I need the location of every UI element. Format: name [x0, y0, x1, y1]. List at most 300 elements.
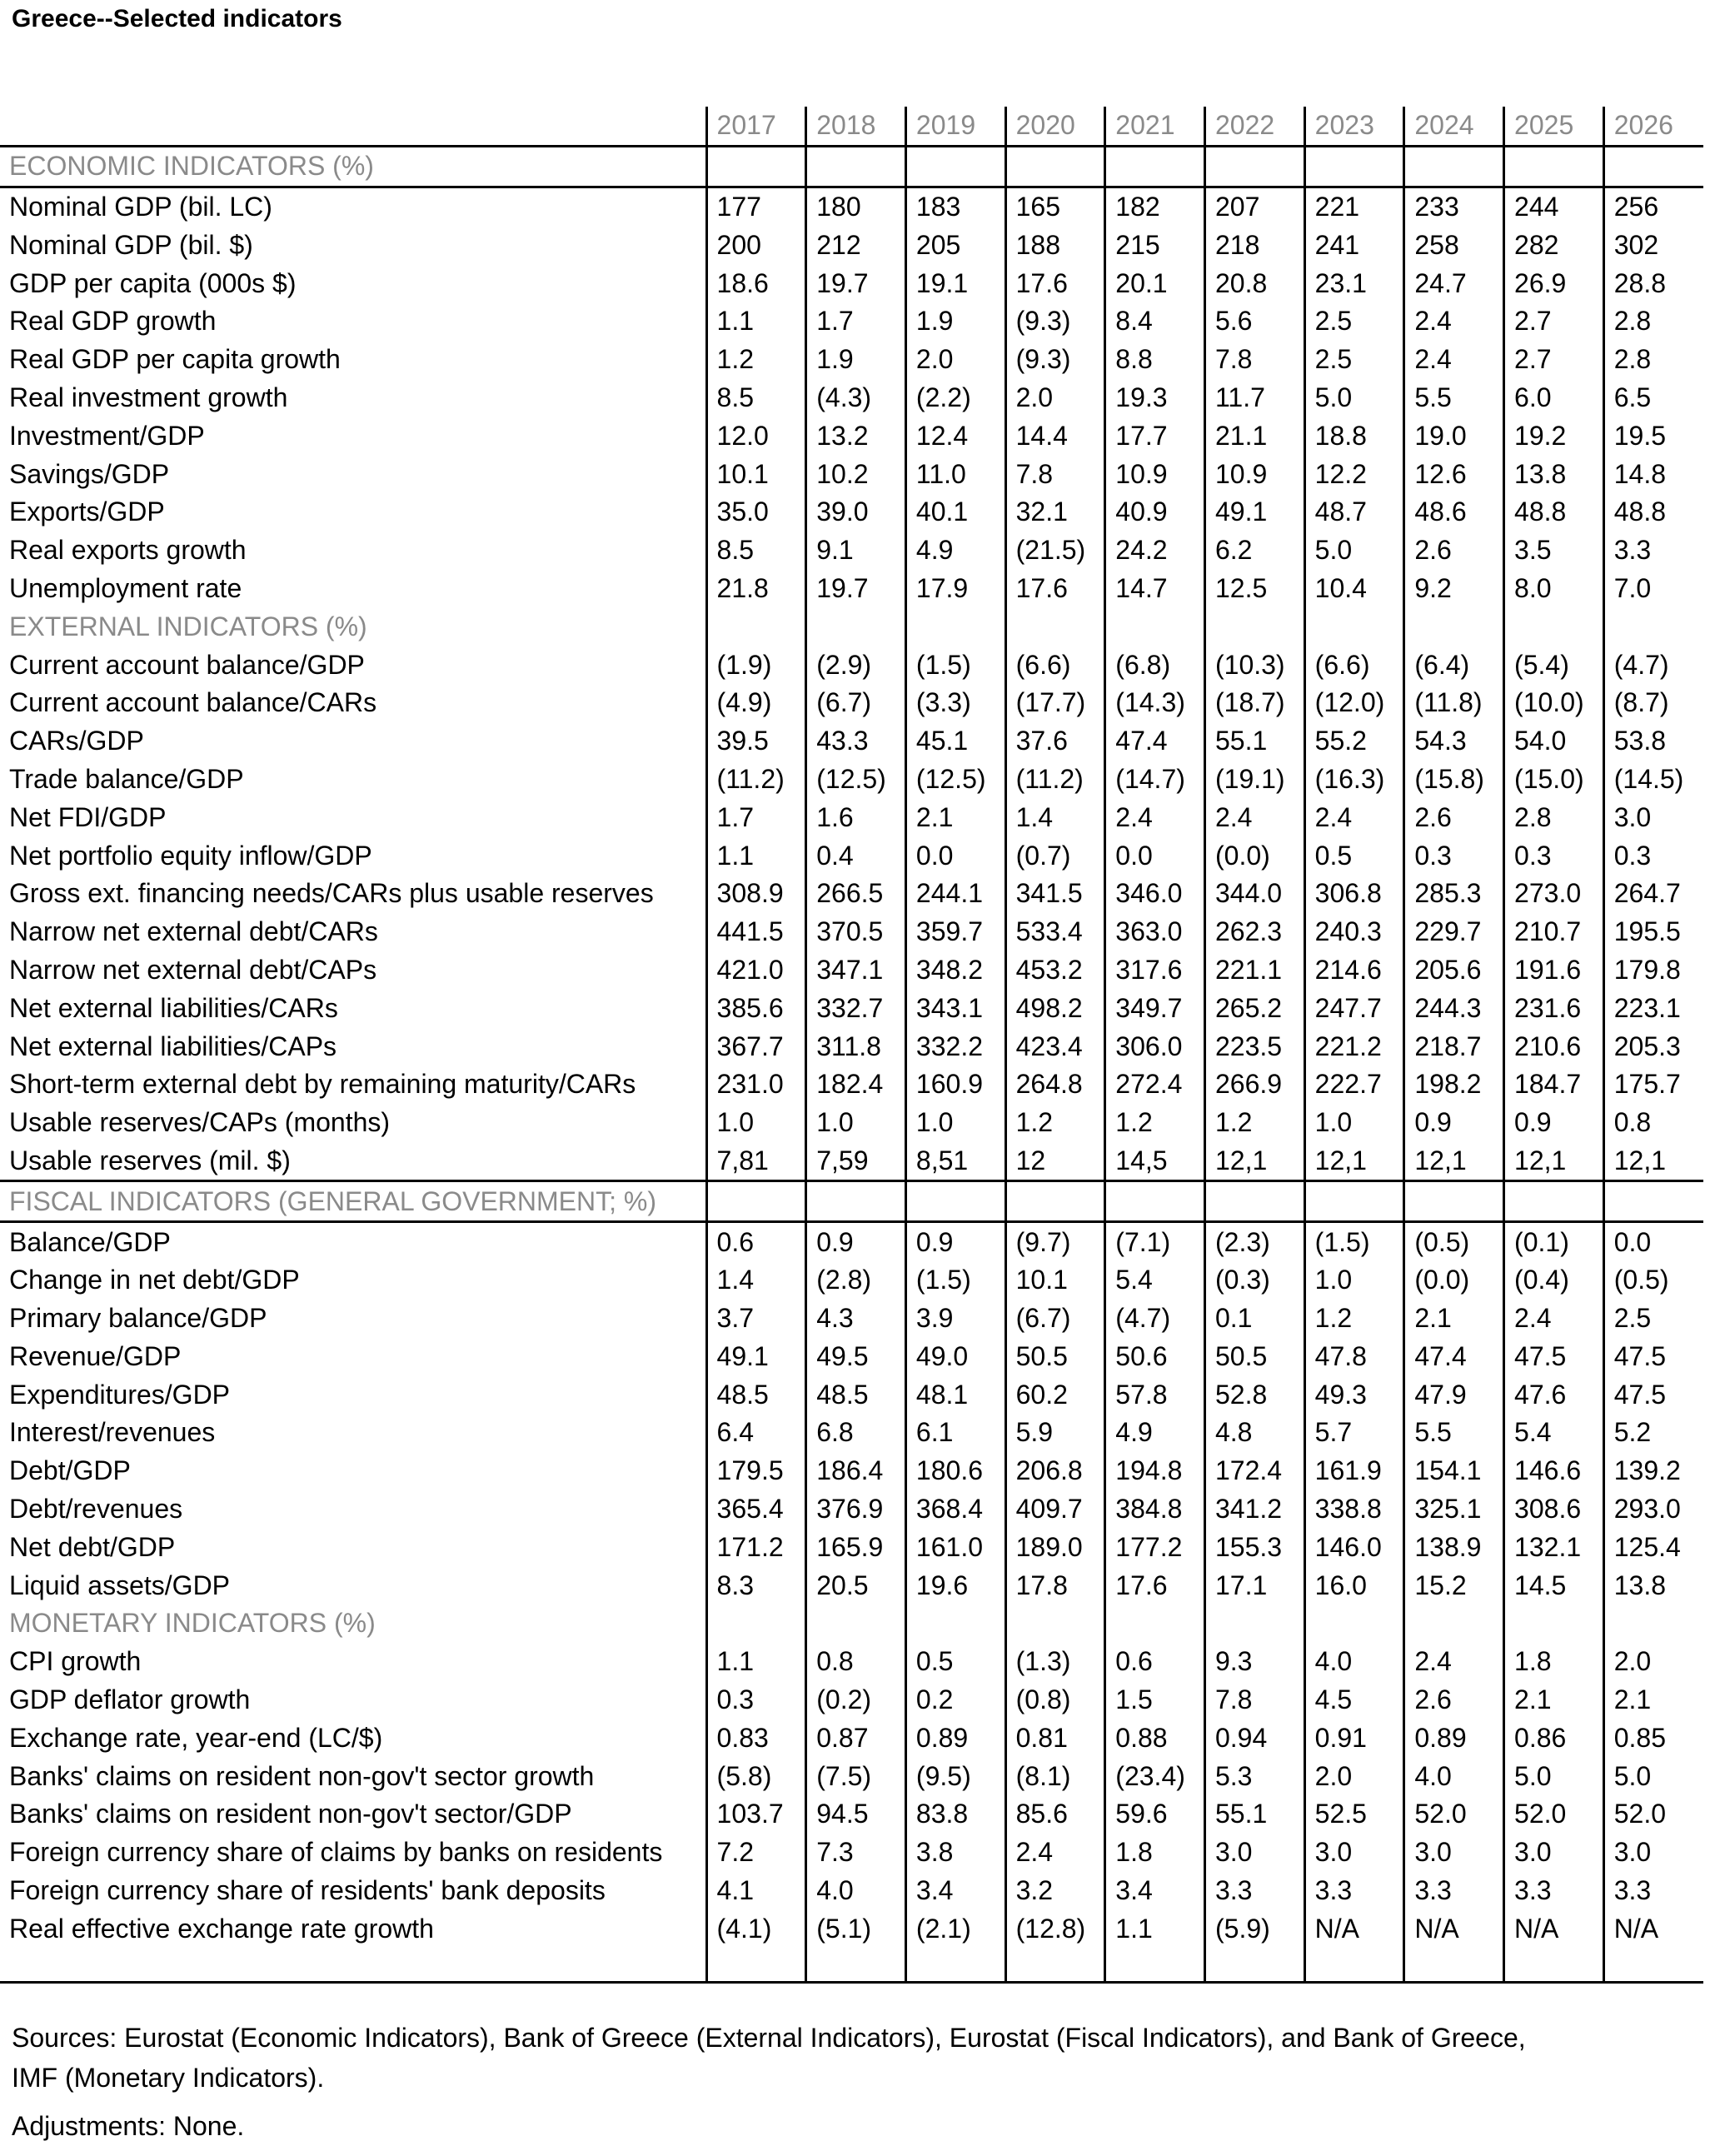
row-label: Real investment growth: [9, 382, 288, 412]
value-cell: 14,5: [1105, 1142, 1205, 1181]
value-cell: 17.9: [905, 570, 1005, 608]
value-cell: 48.8: [1504, 493, 1604, 532]
value-cell: 12,1: [1404, 1142, 1504, 1181]
value-cell: 52.8: [1204, 1375, 1304, 1414]
value-cell: 7.8: [1204, 1681, 1304, 1719]
table-row: [0, 1681, 1703, 1719]
value-cell: 182: [1105, 187, 1205, 226]
value-cell: (14.5): [1603, 761, 1703, 799]
value-cell: 3.3: [1504, 1872, 1604, 1910]
value-cell: (5.9): [1204, 1909, 1304, 1948]
value-cell: (0.4): [1504, 1261, 1604, 1300]
section-header-cell: [806, 1605, 906, 1643]
value-cell: 3.0: [1504, 1834, 1604, 1872]
value-cell: (0.7): [1005, 836, 1105, 875]
value-cell: 256: [1603, 187, 1703, 226]
table-row: [0, 379, 1703, 417]
value-cell: (2.2): [905, 379, 1005, 417]
section-header-cell: [1603, 607, 1703, 646]
table-row: [0, 1528, 1703, 1566]
value-cell: 94.5: [806, 1795, 906, 1834]
value-cell: 222.7: [1304, 1066, 1404, 1104]
section-header-cell: [1005, 607, 1105, 646]
section-header-cell: [1204, 607, 1304, 646]
value-cell: 0.0: [905, 836, 1005, 875]
value-cell: 12,1: [1204, 1142, 1304, 1181]
value-cell: 12.2: [1304, 455, 1404, 493]
value-cell: 5.6: [1204, 302, 1304, 341]
value-cell: 7.8: [1005, 455, 1105, 493]
value-cell: 194.8: [1105, 1452, 1205, 1490]
value-cell: 3.0: [1603, 798, 1703, 836]
value-cell: 48.5: [806, 1375, 906, 1414]
year-header: 2018: [806, 107, 906, 146]
value-cell: 0.91: [1304, 1719, 1404, 1757]
row-label: CPI growth: [9, 1646, 142, 1677]
row-label: Current account balance/GDP: [9, 649, 365, 680]
value-cell: (0.5): [1404, 1222, 1504, 1261]
value-cell: 1.4: [706, 1261, 806, 1300]
value-cell: (6.6): [1304, 646, 1404, 684]
row-label: Revenue/GDP: [9, 1340, 182, 1371]
value-cell: 48.8: [1603, 493, 1703, 532]
value-cell: (1.5): [905, 1261, 1005, 1300]
value-cell: 49.1: [706, 1338, 806, 1376]
row-label: Net FDI/GDP: [9, 801, 167, 832]
value-cell: 367.7: [706, 1027, 806, 1066]
value-cell: 8.3: [706, 1566, 806, 1605]
value-cell: 0.8: [806, 1643, 906, 1681]
row-label: Savings/GDP: [9, 458, 170, 489]
value-cell: 14.8: [1603, 455, 1703, 493]
spacer-cell: [706, 1948, 806, 1983]
value-cell: 244.3: [1404, 989, 1504, 1027]
adjustments-note: Adjustments: None.: [12, 2111, 245, 2141]
value-cell: 1.2: [1005, 1104, 1105, 1142]
section-header-cell: [905, 1605, 1005, 1643]
value-cell: 2.0: [1304, 1757, 1404, 1795]
value-cell: 3.7: [706, 1300, 806, 1338]
value-cell: 3.4: [905, 1872, 1005, 1910]
value-cell: 210.6: [1504, 1027, 1604, 1066]
row-label: Current account balance/CARs: [9, 687, 377, 718]
row-label: Nominal GDP (bil. LC): [9, 191, 272, 222]
value-cell: 3.3: [1404, 1872, 1504, 1910]
table-row: [0, 532, 1703, 570]
value-cell: 6.5: [1603, 379, 1703, 417]
value-cell: 4.3: [806, 1300, 906, 1338]
value-cell: 302: [1603, 226, 1703, 264]
value-cell: 273.0: [1504, 875, 1604, 913]
section-header-cell: [1304, 1181, 1404, 1222]
section-header-cell: [706, 146, 806, 187]
section-header-cell: [905, 1181, 1005, 1222]
value-cell: (6.7): [806, 684, 906, 722]
value-cell: 1.2: [1105, 1104, 1205, 1142]
value-cell: 1.2: [1204, 1104, 1304, 1142]
value-cell: 2.1: [1603, 1681, 1703, 1719]
value-cell: 161.0: [905, 1528, 1005, 1566]
value-cell: 498.2: [1005, 989, 1105, 1027]
section-header-cell: [1603, 1181, 1703, 1222]
row-label: Real exports growth: [9, 535, 247, 566]
value-cell: 186.4: [806, 1452, 906, 1490]
value-cell: 1.7: [806, 302, 906, 341]
value-cell: 40.1: [905, 493, 1005, 532]
value-cell: (6.4): [1404, 646, 1504, 684]
row-label: Net debt/GDP: [9, 1531, 176, 1562]
value-cell: 52.0: [1404, 1795, 1504, 1834]
table-row: [0, 1757, 1703, 1795]
value-cell: 43.3: [806, 722, 906, 761]
value-cell: 17.7: [1105, 417, 1205, 455]
row-label: Usable reserves (mil. $): [9, 1145, 291, 1175]
section-header-cell: [1603, 1605, 1703, 1643]
value-cell: 5.0: [1603, 1757, 1703, 1795]
value-cell: 240.3: [1304, 913, 1404, 951]
value-cell: 2.4: [1005, 1834, 1105, 1872]
value-cell: 179.8: [1603, 951, 1703, 990]
value-cell: 258: [1404, 226, 1504, 264]
value-cell: 32.1: [1005, 493, 1105, 532]
value-cell: 195.5: [1603, 913, 1703, 951]
value-cell: 7.0: [1603, 570, 1703, 608]
value-cell: 57.8: [1105, 1375, 1205, 1414]
year-header: 2024: [1404, 107, 1504, 146]
value-cell: 83.8: [905, 1795, 1005, 1834]
value-cell: 13.8: [1504, 455, 1604, 493]
value-cell: 0.4: [806, 836, 906, 875]
value-cell: (12.5): [806, 761, 906, 799]
row-label: Balance/GDP: [9, 1226, 171, 1257]
value-cell: 125.4: [1603, 1528, 1703, 1566]
value-cell: (4.7): [1105, 1300, 1205, 1338]
value-cell: 343.1: [905, 989, 1005, 1027]
value-cell: 2.4: [1404, 1643, 1504, 1681]
value-cell: 0.5: [905, 1643, 1005, 1681]
section-header-cell: [1304, 146, 1404, 187]
value-cell: (9.3): [1005, 302, 1105, 341]
value-cell: (0.0): [1204, 836, 1304, 875]
value-cell: 266.9: [1204, 1066, 1304, 1104]
value-cell: (14.7): [1105, 761, 1205, 799]
value-cell: (2.3): [1204, 1222, 1304, 1261]
table-row: [0, 1643, 1703, 1681]
value-cell: 2.0: [1005, 379, 1105, 417]
section-header-cell: [1404, 1181, 1504, 1222]
value-cell: 24.7: [1404, 264, 1504, 302]
value-cell: 3.3: [1603, 1872, 1703, 1910]
value-cell: 191.6: [1504, 951, 1604, 990]
value-cell: 183: [905, 187, 1005, 226]
value-cell: 14.5: [1504, 1566, 1604, 1605]
value-cell: 0.9: [806, 1222, 906, 1261]
section-header-cell: [706, 607, 806, 646]
value-cell: 1.7: [706, 798, 806, 836]
value-cell: 7,81: [706, 1142, 806, 1181]
value-cell: 177: [706, 187, 806, 226]
value-cell: (11.8): [1404, 684, 1504, 722]
row-label: CARs/GDP: [9, 726, 144, 756]
value-cell: 47.6: [1504, 1375, 1604, 1414]
value-cell: 15.2: [1404, 1566, 1504, 1605]
value-cell: 0.9: [1404, 1104, 1504, 1142]
value-cell: 54.3: [1404, 722, 1504, 761]
row-label: Exchange rate, year-end (LC/$): [9, 1722, 383, 1753]
value-cell: 8.5: [706, 532, 806, 570]
value-cell: 264.8: [1005, 1066, 1105, 1104]
value-cell: 47.8: [1304, 1338, 1404, 1376]
table-row: [0, 1452, 1703, 1490]
value-cell: 200: [706, 226, 806, 264]
value-cell: 7.3: [806, 1834, 906, 1872]
spacer-cell: [1005, 1948, 1105, 1983]
value-cell: 48.5: [706, 1375, 806, 1414]
value-cell: 215: [1105, 226, 1205, 264]
value-cell: 14.4: [1005, 417, 1105, 455]
value-cell: 10.1: [1005, 1261, 1105, 1300]
value-cell: 2.0: [1603, 1643, 1703, 1681]
value-cell: 4.1: [706, 1872, 806, 1910]
value-cell: 26.9: [1504, 264, 1604, 302]
row-label: Usable reserves/CAPs (months): [9, 1107, 391, 1138]
table-row: [0, 264, 1703, 302]
value-cell: (2.1): [905, 1909, 1005, 1948]
value-cell: 180.6: [905, 1452, 1005, 1490]
value-cell: 20.5: [806, 1566, 906, 1605]
value-cell: 0.6: [1105, 1643, 1205, 1681]
value-cell: 85.6: [1005, 1795, 1105, 1834]
value-cell: 12,1: [1603, 1142, 1703, 1181]
value-cell: 0.83: [706, 1719, 806, 1757]
value-cell: 376.9: [806, 1490, 906, 1529]
section-header-cell: [1304, 1605, 1404, 1643]
spacer-cell: [1204, 1948, 1304, 1983]
value-cell: 19.7: [806, 570, 906, 608]
value-cell: 453.2: [1005, 951, 1105, 990]
section-header-cell: [1204, 1181, 1304, 1222]
value-cell: 3.4: [1105, 1872, 1205, 1910]
value-cell: 10.1: [706, 455, 806, 493]
value-cell: (0.2): [806, 1681, 906, 1719]
indicators-table: [0, 107, 1703, 1984]
value-cell: 229.7: [1404, 913, 1504, 951]
value-cell: 12.0: [706, 417, 806, 455]
value-cell: (6.7): [1005, 1300, 1105, 1338]
value-cell: 47.5: [1603, 1375, 1703, 1414]
value-cell: (5.4): [1504, 646, 1604, 684]
table-row: [0, 1027, 1703, 1066]
section-header-row: [0, 607, 1703, 646]
header-corner: [0, 107, 706, 146]
value-cell: 207: [1204, 187, 1304, 226]
value-cell: 341.5: [1005, 875, 1105, 913]
table-row: [0, 455, 1703, 493]
section-header-cell: [1005, 1605, 1105, 1643]
value-cell: 218: [1204, 226, 1304, 264]
value-cell: (0.8): [1005, 1681, 1105, 1719]
table-row: [0, 722, 1703, 761]
value-cell: 18.6: [706, 264, 806, 302]
section-header-cell: [1404, 146, 1504, 187]
value-cell: 5.4: [1504, 1414, 1604, 1452]
value-cell: 262.3: [1204, 913, 1304, 951]
section-header-cell: [905, 607, 1005, 646]
value-cell: 2.6: [1404, 798, 1504, 836]
value-cell: 17.8: [1005, 1566, 1105, 1605]
value-cell: 188: [1005, 226, 1105, 264]
value-cell: (9.7): [1005, 1222, 1105, 1261]
table-row: [0, 1300, 1703, 1338]
section-header-cell: [1304, 607, 1404, 646]
table-row: [0, 417, 1703, 455]
table-row: [0, 1795, 1703, 1834]
value-cell: 0.89: [1404, 1719, 1504, 1757]
value-cell: (4.7): [1603, 646, 1703, 684]
section-header-cell: [806, 607, 906, 646]
value-cell: (12.5): [905, 761, 1005, 799]
value-cell: 1.4: [1005, 798, 1105, 836]
value-cell: 2.4: [1204, 798, 1304, 836]
indicators-body: [0, 146, 1703, 1982]
section-header-row: [0, 146, 1703, 187]
table-row: [0, 1104, 1703, 1142]
value-cell: 241: [1304, 226, 1404, 264]
value-cell: (16.3): [1304, 761, 1404, 799]
value-cell: 10.2: [806, 455, 906, 493]
value-cell: 0.0: [1105, 836, 1205, 875]
value-cell: 370.5: [806, 913, 906, 951]
value-cell: 1.1: [1105, 1909, 1205, 1948]
value-cell: 24.2: [1105, 532, 1205, 570]
value-cell: 8.5: [706, 379, 806, 417]
row-label: Foreign currency share of residents' bank deposits: [9, 1875, 606, 1906]
section-header: FISCAL INDICATORS (GENERAL GOVERNMENT; %): [0, 1181, 706, 1222]
spacer-cell: [1404, 1948, 1504, 1983]
value-cell: 28.8: [1603, 264, 1703, 302]
value-cell: 4.9: [1105, 1414, 1205, 1452]
spacer-cell: [905, 1948, 1005, 1983]
value-cell: 385.6: [706, 989, 806, 1027]
value-cell: (1.5): [1304, 1222, 1404, 1261]
value-cell: (12.0): [1304, 684, 1404, 722]
value-cell: 1.2: [1304, 1300, 1404, 1338]
value-cell: (5.1): [806, 1909, 906, 1948]
value-cell: 6.0: [1504, 379, 1604, 417]
value-cell: (9.5): [905, 1757, 1005, 1795]
section-header-cell: [1504, 1605, 1604, 1643]
value-cell: 359.7: [905, 913, 1005, 951]
value-cell: (18.7): [1204, 684, 1304, 722]
value-cell: 0.0: [1603, 1222, 1703, 1261]
table-row: [0, 1222, 1703, 1261]
value-cell: 332.7: [806, 989, 906, 1027]
value-cell: (1.3): [1005, 1643, 1105, 1681]
value-cell: 48.1: [905, 1375, 1005, 1414]
table-row: [0, 226, 1703, 264]
value-cell: (3.3): [905, 684, 1005, 722]
value-cell: (0.1): [1504, 1222, 1604, 1261]
value-cell: (17.7): [1005, 684, 1105, 722]
value-cell: (11.2): [706, 761, 806, 799]
value-cell: 5.3: [1204, 1757, 1304, 1795]
value-cell: 0.81: [1005, 1719, 1105, 1757]
value-cell: 0.9: [905, 1222, 1005, 1261]
value-cell: 2.8: [1603, 341, 1703, 379]
value-cell: 3.8: [905, 1834, 1005, 1872]
value-cell: 231.0: [706, 1066, 806, 1104]
value-cell: 332.2: [905, 1027, 1005, 1066]
table-row: [0, 1142, 1703, 1181]
value-cell: 184.7: [1504, 1066, 1604, 1104]
value-cell: 180: [806, 187, 906, 226]
section-header-cell: [1504, 1181, 1604, 1222]
value-cell: 2.0: [905, 341, 1005, 379]
value-cell: 175.7: [1603, 1066, 1703, 1104]
row-label: Debt/GDP: [9, 1455, 131, 1486]
value-cell: 317.6: [1105, 951, 1205, 990]
value-cell: 1.0: [905, 1104, 1005, 1142]
value-cell: 37.6: [1005, 722, 1105, 761]
value-cell: 306.8: [1304, 875, 1404, 913]
value-cell: (4.9): [706, 684, 806, 722]
value-cell: 21.8: [706, 570, 806, 608]
value-cell: (23.4): [1105, 1757, 1205, 1795]
value-cell: 363.0: [1105, 913, 1205, 951]
row-label: Trade balance/GDP: [9, 763, 244, 794]
value-cell: 55.1: [1204, 1795, 1304, 1834]
value-cell: 0.87: [806, 1719, 906, 1757]
value-cell: 0.1: [1204, 1300, 1304, 1338]
value-cell: 368.4: [905, 1490, 1005, 1529]
year-header: 2019: [905, 107, 1005, 146]
table-row: [0, 1375, 1703, 1414]
value-cell: 8,51: [905, 1142, 1005, 1181]
value-cell: 177.2: [1105, 1528, 1205, 1566]
value-cell: 48.6: [1404, 493, 1504, 532]
value-cell: 0.8: [1603, 1104, 1703, 1142]
value-cell: 1.2: [706, 341, 806, 379]
value-cell: 533.4: [1005, 913, 1105, 951]
section-header-cell: [1504, 146, 1604, 187]
value-cell: 2.7: [1504, 302, 1604, 341]
value-cell: 3.3: [1204, 1872, 1304, 1910]
table-row: [0, 1566, 1703, 1605]
section-header-cell: [1204, 146, 1304, 187]
value-cell: 308.9: [706, 875, 806, 913]
value-cell: 19.5: [1603, 417, 1703, 455]
section-header-cell: [806, 146, 906, 187]
table-row: [0, 951, 1703, 990]
value-cell: 10.4: [1304, 570, 1404, 608]
table-row: [0, 1909, 1703, 1948]
value-cell: 50.5: [1005, 1338, 1105, 1376]
value-cell: 47.4: [1105, 722, 1205, 761]
value-cell: 2.7: [1504, 341, 1604, 379]
value-cell: 5.4: [1105, 1261, 1205, 1300]
table-row: [0, 1066, 1703, 1104]
value-cell: 9.2: [1404, 570, 1504, 608]
value-cell: 16.0: [1304, 1566, 1404, 1605]
value-cell: 346.0: [1105, 875, 1205, 913]
value-cell: 55.2: [1304, 722, 1404, 761]
value-cell: 6.1: [905, 1414, 1005, 1452]
value-cell: (7.5): [806, 1757, 906, 1795]
value-cell: 12.5: [1204, 570, 1304, 608]
value-cell: 3.3: [1304, 1872, 1404, 1910]
value-cell: 19.2: [1504, 417, 1604, 455]
row-label: Change in net debt/GDP: [9, 1265, 300, 1295]
